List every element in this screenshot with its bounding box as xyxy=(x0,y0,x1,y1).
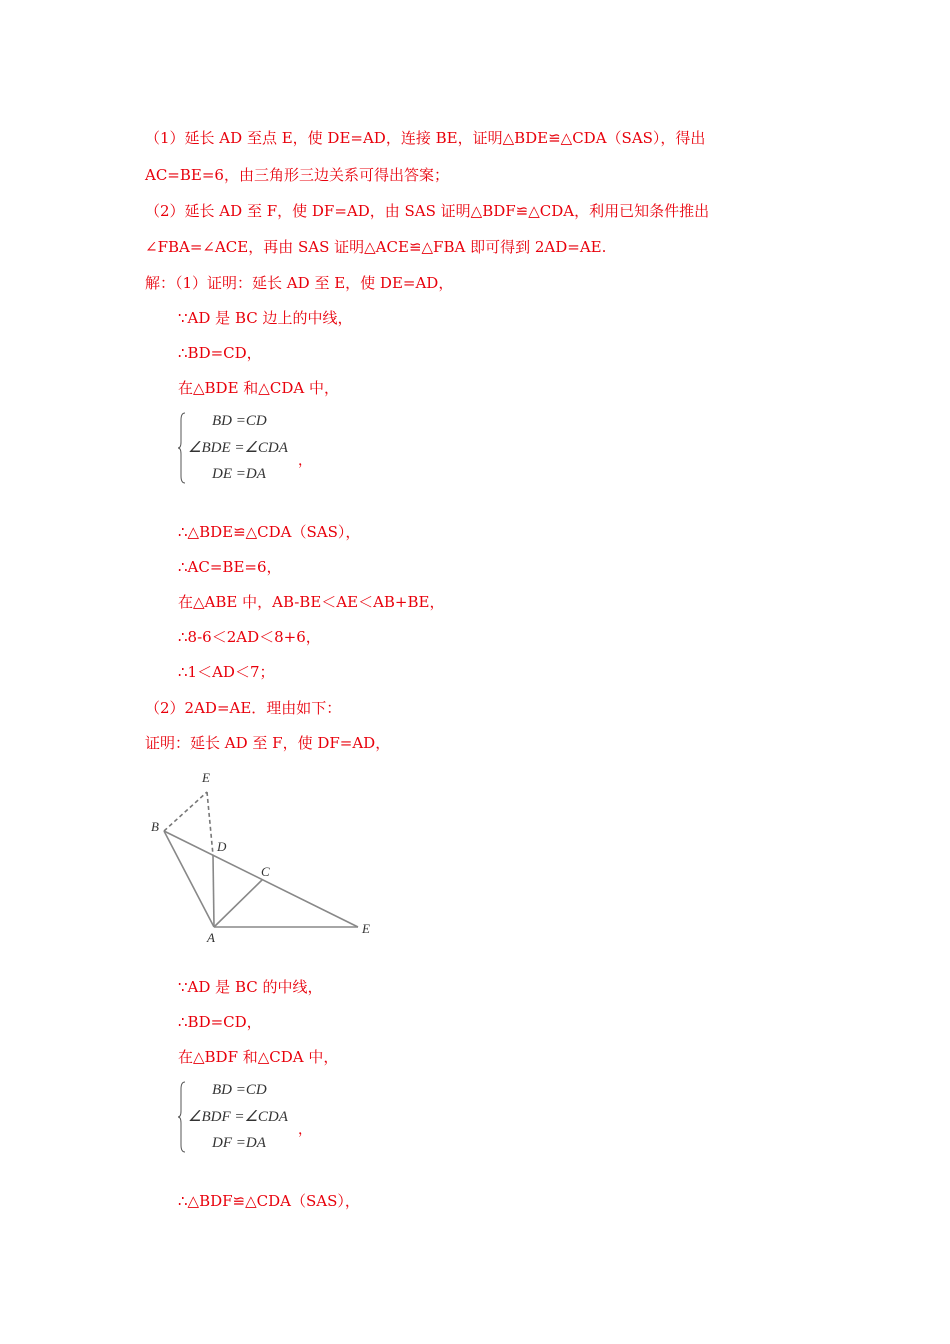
label-b: B xyxy=(151,819,159,834)
analysis-line-1: （1）延长 AD 至点 E，使 DE=AD，连接 BE，证明△BDE≌△CDA（SAS），得出 xyxy=(145,129,706,147)
part1-system-row-2: ∠BDE =∠CDA xyxy=(188,440,288,456)
label-a: A xyxy=(207,930,215,945)
part2-system-row-2: ∠BDF =∠CDA xyxy=(188,1109,288,1125)
part1-step-3: 在△BDE 和△CDA 中， xyxy=(178,379,339,397)
part1-step-5: ∴AC=BE=6， xyxy=(178,558,282,576)
part1-equation-system xyxy=(178,412,318,484)
label-e-top: E xyxy=(202,770,210,785)
analysis-line-2: AC=BE=6，由三角形三边关系可得出答案； xyxy=(145,166,449,184)
label-c: C xyxy=(261,864,270,879)
part1-step-7: ∴8-6＜2AD＜8+6， xyxy=(178,628,321,646)
part1-step-2: ∴BD=CD， xyxy=(178,344,262,362)
part1-system-row-1: BD =CD xyxy=(212,413,267,429)
part2-system-row-1: BD =CD xyxy=(212,1082,267,1098)
part2-step-1: ∵AD 是 BC 的中线， xyxy=(178,978,323,996)
analysis-line-4: ∠FBA=∠ACE，再由 SAS 证明△ACE≌△FBA 即可得到 2AD=AE. xyxy=(145,238,607,256)
part1-system-comma: ， xyxy=(298,453,312,469)
part1-step-6: 在△ABE 中，AB-BE＜AE＜AB+BE， xyxy=(178,593,445,611)
part2-step-2: ∴BD=CD， xyxy=(178,1013,262,1031)
brace-icon xyxy=(178,1081,186,1153)
part2-step-4: ∴△BDF≌△CDA（SAS）， xyxy=(178,1192,360,1210)
geometry-figure xyxy=(140,765,380,945)
part2-system-comma: ， xyxy=(298,1122,312,1138)
label-e-right: E xyxy=(362,921,370,936)
part2-system-row-3: DF =DA xyxy=(212,1135,266,1151)
part2-proof-start: 证明：延长 AD 至 F，使 DF=AD， xyxy=(145,734,391,752)
part1-step-8: ∴1＜AD＜7； xyxy=(178,663,275,681)
part2-step-3: 在△BDF 和△CDA 中， xyxy=(178,1048,339,1066)
brace-icon xyxy=(178,412,186,484)
part1-heading: 解：（1）证明：延长 AD 至 E，使 DE=AD， xyxy=(145,274,454,292)
part1-step-4: ∴△BDE≌△CDA（SAS）， xyxy=(178,523,361,541)
part1-system-row-3: DE =DA xyxy=(212,466,266,482)
part1-step-1: ∵AD 是 BC 边上的中线， xyxy=(178,309,353,327)
label-d: D xyxy=(217,839,227,854)
part2-heading: （2）2AD=AE．理由如下： xyxy=(145,699,342,717)
part2-equation-system xyxy=(178,1081,318,1153)
analysis-line-3: （2）延长 AD 至 F，使 DF=AD，由 SAS 证明△BDF≌△CDA，利用已知条件推出 xyxy=(145,202,710,220)
